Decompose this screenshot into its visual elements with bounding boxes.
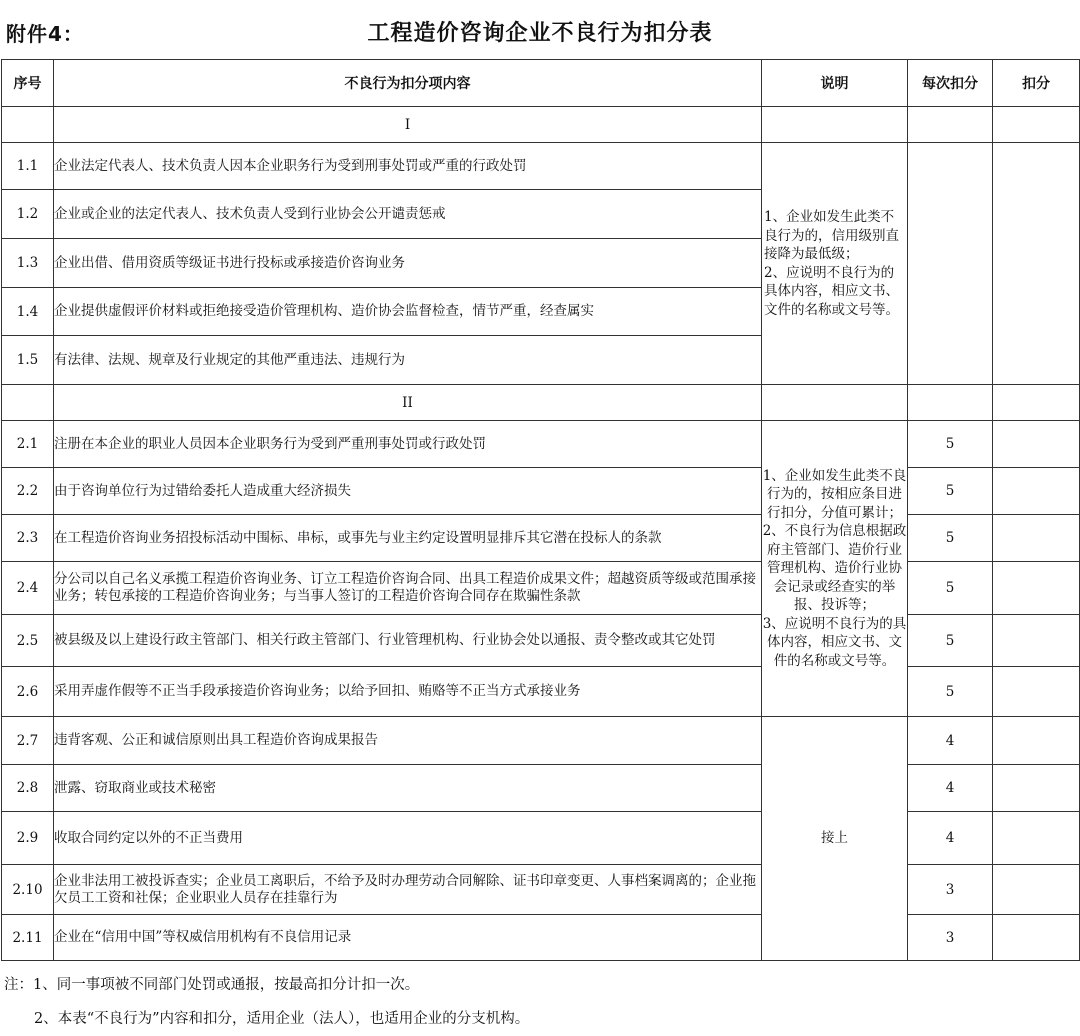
score-cell: 4 [908,717,993,765]
score-cell: 5 [908,667,993,717]
table-row [2,468,1080,515]
section-row [2,385,1080,421]
row-no: 1.4 [2,288,54,336]
footnotes [4,968,529,1036]
row-content: 在工程造价咨询业务招投标活动中围标、串标，或事先与业主约定设置明显排斥其它潜在投标人的条款 [54,515,762,562]
score-cell: 5 [908,615,993,667]
table-row [2,812,1080,865]
row-no: 1.1 [2,143,54,190]
row-no: 2.6 [2,667,54,717]
row-no: 1.3 [2,239,54,288]
row-content: 企业提供虚假评价材料或拒绝接受造价管理机构、造价协会监督检查，情节严重，经查属实 [54,288,762,336]
deduction-table [1,59,1080,961]
row-content: 企业在“信用中国”等权威信用机构有不良信用记录 [54,915,762,961]
note-line: 1、企业如发生此类不良行为的，信用级别直接降为最低级； [764,209,899,262]
deduction-cell [993,421,1080,468]
deduction-cell [993,915,1080,961]
section-note-text [762,467,907,671]
section-row [2,107,1080,143]
table-row [2,615,1080,667]
deduction-cell [993,717,1080,765]
row-content: 分公司以自己名义承揽工程造价咨询业务、订立工程造价咨询合同、出具工程造价成果文件；超越资质等级或范围承接业务；转包承接的工程造价咨询业务；与当事人签订的工程造价咨询合同存在欺骗性条款 [54,562,762,615]
table-row [2,143,1080,190]
row-no: 2.11 [2,915,54,961]
deduction-cell [993,515,1080,562]
row-content: 被县级及以上建设行政主管部门、相关行政主管部门、行业管理机构、行业协会处以通报、责令整改或其它处罚 [54,615,762,667]
row-content: 违背客观、公正和诚信原则出具工程造价咨询成果报告 [54,717,762,765]
table-row [2,421,1080,468]
deduction-cell [993,765,1080,812]
annex-label: 附件4： [6,22,84,46]
row-content: 收取合同约定以外的不正当费用 [54,812,762,865]
header-deduction: 扣分 [993,60,1080,107]
row-no: 2.1 [2,421,54,468]
header-no: 序号 [2,60,54,107]
row-content: 注册在本企业的职业人员因本企业职务行为受到严重刑事处罚或行政处罚 [54,421,762,468]
table-header-row [2,60,1080,107]
header-content: 不良行为扣分项内容 [54,60,762,107]
deduction-cell [993,143,1080,385]
score-cell: 5 [908,562,993,615]
row-no: 2.8 [2,765,54,812]
note-line: 1、企业如发生此类不良行为的，按相应条目进行扣分，分值可累计； [762,467,907,521]
row-content: 有法律、法规、规章及行业规定的其他严重违法、违规行为 [54,336,762,385]
score-cell: 5 [908,421,993,468]
deduction-cell [993,812,1080,865]
section-note-continued: 接上 [762,717,908,961]
table-row [2,515,1080,562]
row-content: 泄露、窃取商业或技术秘密 [54,765,762,812]
table-row [2,865,1080,915]
page-title: 工程造价咨询企业不良行为扣分表 [367,21,713,46]
score-cell: 4 [908,812,993,865]
score-cell [908,143,993,385]
section-label: I [54,107,762,143]
score-cell: 5 [908,468,993,515]
row-content: 企业出借、借用资质等级证书进行投标或承接造价咨询业务 [54,239,762,288]
score-cell: 3 [908,915,993,961]
row-no: 2.7 [2,717,54,765]
table-row [2,562,1080,615]
row-content: 企业或企业的法定代表人、技术负责人受到行业协会公开谴责惩戒 [54,190,762,239]
score-cell: 4 [908,765,993,812]
table-row [2,717,1080,765]
note-line: 2、不良行为信息根据政府主管部门、造价行业管理机构、造价行业协会记录或经查实的举报、投诉等； [762,523,907,614]
row-no: 2.3 [2,515,54,562]
header-per-deduction: 每次扣分 [908,60,993,107]
row-content: 企业非法用工被投诉查实；企业员工离职后，不给予及时办理劳动合同解除、证书印章变更、人事档案调离的；企业拖欠员工工资和社保；企业职业人员存在挂靠行为 [54,865,762,915]
table-row [2,765,1080,812]
section-note [762,143,908,385]
header-note: 说明 [762,60,908,107]
note-line: 2、应说明不良行为的具体内容，相应文书、文件的名称或文号等。 [764,264,899,318]
row-no: 2.4 [2,562,54,615]
table-row [2,915,1080,961]
footnote-1: 注：1、同一事项被不同部门处罚或通报，按最高扣分计扣一次。 [4,977,420,993]
row-content: 由于咨询单位行为过错给委托人造成重大经济损失 [54,468,762,515]
score-cell: 5 [908,515,993,562]
row-no: 2.2 [2,468,54,515]
row-no: 1.2 [2,190,54,239]
score-cell: 3 [908,865,993,915]
deduction-cell [993,865,1080,915]
row-content: 采用弄虚作假等不正当手段承接造价咨询业务；以给予回扣、贿赂等不正当方式承接业务 [54,667,762,717]
row-content: 企业法定代表人、技术负责人因本企业职务行为受到刑事处罚或严重的行政处罚 [54,143,762,190]
section-note-text [762,208,907,319]
section-note [762,421,908,717]
row-no: 2.5 [2,615,54,667]
deduction-cell [993,615,1080,667]
deduction-cell [993,667,1080,717]
section-label: II [54,385,762,421]
row-no: 1.5 [2,336,54,385]
row-no: 2.9 [2,812,54,865]
footnote-2: 2、本表“不良行为”内容和扣分，适用企业（法人），也适用企业的分支机构。 [34,1011,530,1027]
table-row [2,667,1080,717]
row-no: 2.10 [2,865,54,915]
deduction-cell [993,562,1080,615]
deduction-cell [993,468,1080,515]
note-line: 3、应说明不良行为的具体内容，相应文书、文件的名称或文号等。 [762,615,907,669]
